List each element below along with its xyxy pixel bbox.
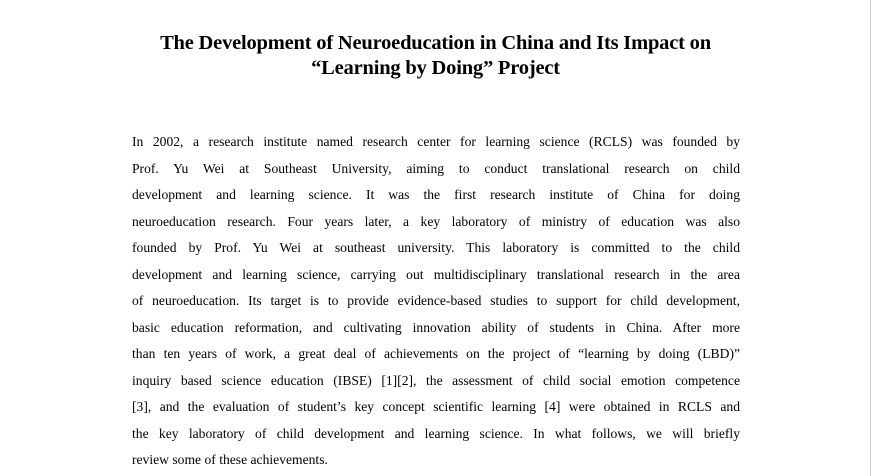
paragraph-line: basic education reformation, and cultivating innovation ability of students in China. After more [132, 319, 740, 335]
document-title [100, 31, 771, 81]
paragraph-line: In 2002, a research institute named research center for learning science (RCLS) was founded by [132, 134, 740, 149]
paragraph-line: [3], and the evaluation of student’s key concept scientific learning [4] were obtained in RCLS and [132, 399, 740, 414]
paragraph-line: inquiry based science education (IBSE) [1][2], the assessment of child social emotion competence [132, 372, 740, 388]
paragraph-line: Prof. Yu Wei at Southeast University, aiming to conduct translational research on child [132, 160, 740, 176]
paragraph-line: of neuroeducation. Its target is to provide evidence-based studies to support for child development, [132, 293, 740, 308]
paragraph-line: than ten years of work, a great deal of achievements on the project of “learning by doing (LBD)” [132, 346, 740, 361]
title-line: The Development of Neuroeducation in China and Its Impact on [160, 32, 711, 54]
title-line: “Learning by Doing” Project [311, 57, 560, 79]
paragraph-line: founded by Prof. Yu Wei at southeast university. This laboratory is committed to the child [132, 240, 740, 255]
paragraph-line: neuroeducation research. Four years later, a key laboratory of ministry of education was also [132, 213, 740, 229]
paragraph-line: development and learning science, carrying out multidisciplinary translational research in the area [132, 266, 740, 282]
paragraph-line: the key laboratory of child development and learning science. In what follows, we will briefly [132, 425, 740, 441]
paragraph-line: review some of these achievements. [132, 452, 328, 467]
body-paragraph [132, 129, 740, 474]
paragraph-line: development and learning science. It was the first research institute of China for doing [132, 187, 740, 202]
